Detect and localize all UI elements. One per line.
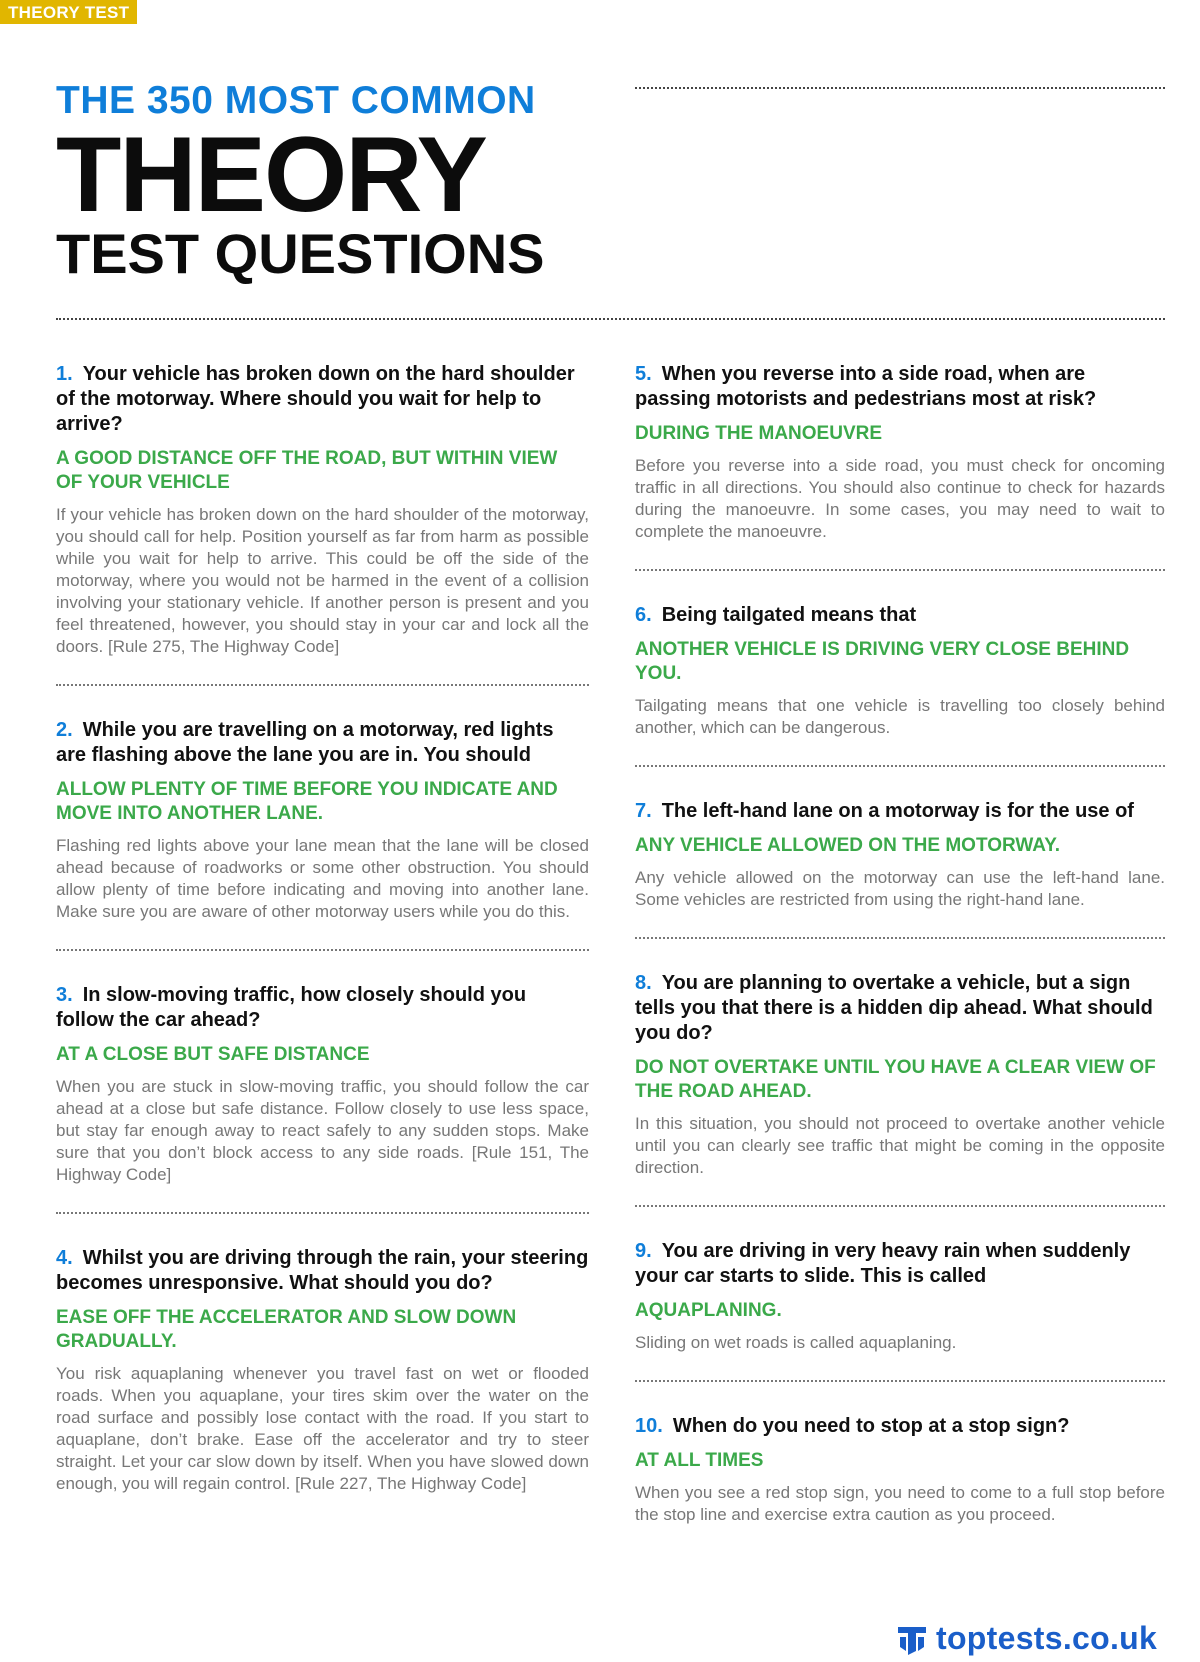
question-divider: [56, 1212, 589, 1214]
answer-text: ANY VEHICLE ALLOWED ON THE MOTORWAY.: [635, 835, 1061, 856]
question-item: [635, 603, 1165, 739]
question-item: [635, 1414, 1165, 1526]
answer-text: ALLOW PLENTY OF TIME BEFORE YOU INDICATE AND MOVE INTO ANOTHER LANE.: [56, 779, 558, 824]
answer-text: AT ALL TIMES: [635, 1450, 764, 1471]
question-number: 8.: [635, 972, 652, 994]
brand-logo[interactable]: [894, 1620, 1157, 1657]
explanation-text: When you are stuck in slow-moving traffic, you should follow the car ahead at a close but safe distance. Follow closely to use less space, but stay far enough away to react safely to any sudden stops. Make sure that you don’t block access to any side roads. [Rule 151, The Highway Code]: [56, 1077, 589, 1184]
section-tag: THEORY TEST: [0, 0, 137, 24]
question-text: 10. When do you need to stop at a stop sign?: [635, 1415, 1070, 1437]
toptests-logo-icon: [894, 1621, 930, 1657]
question-text: 1. Your vehicle has broken down on the hard shoulder of the motorway. Where should you wait for help to arrive?: [56, 363, 575, 435]
title-line-1: THE 350 MOST COMMON: [56, 79, 536, 122]
question-text: 3. In slow-moving traffic, how closely should you follow the car ahead?: [56, 984, 527, 1031]
answer-text: ANOTHER VEHICLE IS DRIVING VERY CLOSE BEHIND YOU.: [635, 639, 1130, 684]
question-text: 4. Whilst you are driving through the rain, your steering becomes unresponsive. What should you do?: [56, 1247, 589, 1294]
question-text: 6. Being tailgated means that: [635, 604, 917, 626]
question-divider: [56, 949, 589, 951]
question-text: 2. While you are travelling on a motorway, red lights are flashing above the lane you are in. You should: [56, 719, 554, 766]
question-text: 9. You are driving in very heavy rain when suddenly your car starts to slide. This is called: [635, 1240, 1131, 1287]
question-item: [635, 971, 1165, 1179]
explanation-text: Tailgating means that one vehicle is travelling too closely behind another, which can be dangerous.: [635, 696, 1165, 737]
header-divider: [56, 318, 1165, 320]
answer-text: DO NOT OVERTAKE UNTIL YOU HAVE A CLEAR VIEW OF THE ROAD AHEAD.: [635, 1057, 1156, 1102]
question-divider: [635, 1380, 1165, 1382]
answer-text: EASE OFF THE ACCELERATOR AND SLOW DOWN GRADUALLY.: [56, 1307, 517, 1352]
question-item: [635, 362, 1165, 543]
explanation-text: You risk aquaplaning whenever you travel fast on wet or flooded roads. When you aquaplane, your tires skim over the water on the road surface and possibly lose contact with the road. If you start to aquaplane, don’t brake. Ease off the accelerator and try to steer straight. Let your car slow down by itself. When you have slowed down enough, you will regain control. [Rule 227, The Highway Code]: [56, 1364, 589, 1493]
explanation-text: Sliding on wet roads is called aquaplaning.: [635, 1333, 957, 1352]
answer-text: A GOOD DISTANCE OFF THE ROAD, BUT WITHIN VIEW OF YOUR VEHICLE: [56, 448, 558, 493]
question-text: 8. You are planning to overtake a vehicle, but a sign tells you that there is a hidden dip ahead. What should you do?: [635, 972, 1153, 1044]
question-item: [56, 362, 589, 658]
explanation-text: Any vehicle allowed on the motorway can use the left-hand lane. Some vehicles are restricted from using the right-hand lane.: [635, 868, 1165, 909]
explanation-text: In this situation, you should not proceed to overtake another vehicle until you can clearly see traffic that might be coming in the opposite direction.: [635, 1114, 1165, 1177]
question-number: 2.: [56, 719, 73, 741]
question-divider: [635, 765, 1165, 767]
question-divider: [635, 569, 1165, 571]
explanation-text: When you see a red stop sign, you need to come to a full stop before the stop line and exercise extra caution as you proceed.: [635, 1483, 1165, 1524]
explanation-text: Flashing red lights above your lane mean that the lane will be closed ahead because of roadworks or some other obstruction. You should allow plenty of time before indicating and moving into another lane. Make sure you are aware of other motorway users while you do this.: [56, 836, 589, 921]
question-number: 10.: [635, 1415, 663, 1437]
page-title: [56, 78, 545, 284]
question-number: 3.: [56, 984, 73, 1006]
answer-text: DURING THE MANOEUVRE: [635, 423, 883, 444]
question-item: [635, 799, 1165, 911]
question-number: 7.: [635, 800, 652, 822]
question-divider: [635, 1205, 1165, 1207]
answer-text: AT A CLOSE BUT SAFE DISTANCE: [56, 1044, 370, 1065]
question-item: [56, 1246, 589, 1495]
question-number: 6.: [635, 604, 652, 626]
explanation-text: Before you reverse into a side road, you must check for oncoming traffic in all directions. You should also continue to check for hazards during the manoeuvre. In some cases, you may need to wait to complete the manoeuvre.: [635, 456, 1165, 541]
title-line-2: THEORY: [56, 114, 486, 234]
logo-text: toptests.co.uk: [936, 1620, 1158, 1656]
question-item: [56, 718, 589, 923]
question-number: 4.: [56, 1247, 73, 1269]
left-column: [56, 362, 589, 1495]
question-divider: [635, 937, 1165, 939]
question-divider: [56, 684, 589, 686]
right-column: [635, 362, 1165, 1526]
title-line-3: TEST QUESTIONS: [56, 222, 545, 285]
top-right-divider: [635, 87, 1165, 89]
question-item: [635, 1239, 1165, 1354]
question-number: 9.: [635, 1240, 652, 1262]
question-number: 1.: [56, 363, 73, 385]
question-text: 7. The left-hand lane on a motorway is for the use of: [635, 800, 1134, 822]
question-text: 5. When you reverse into a side road, when are passing motorists and pedestrians most at risk?: [635, 363, 1097, 410]
question-item: [56, 983, 589, 1186]
question-number: 5.: [635, 363, 652, 385]
explanation-text: If your vehicle has broken down on the hard shoulder of the motorway, you should call for help. Position yourself as far from harm as possible while you wait for help to arrive. This could be off the side of the motorway, where you would not be harmed in the event of a collision involving your stationary vehicle. If another person is present and you feel threatened, however, you should stay in your car and lock all the doors. [Rule 275, The Highway Code]: [56, 505, 589, 656]
answer-text: AQUAPLANING.: [635, 1300, 782, 1321]
